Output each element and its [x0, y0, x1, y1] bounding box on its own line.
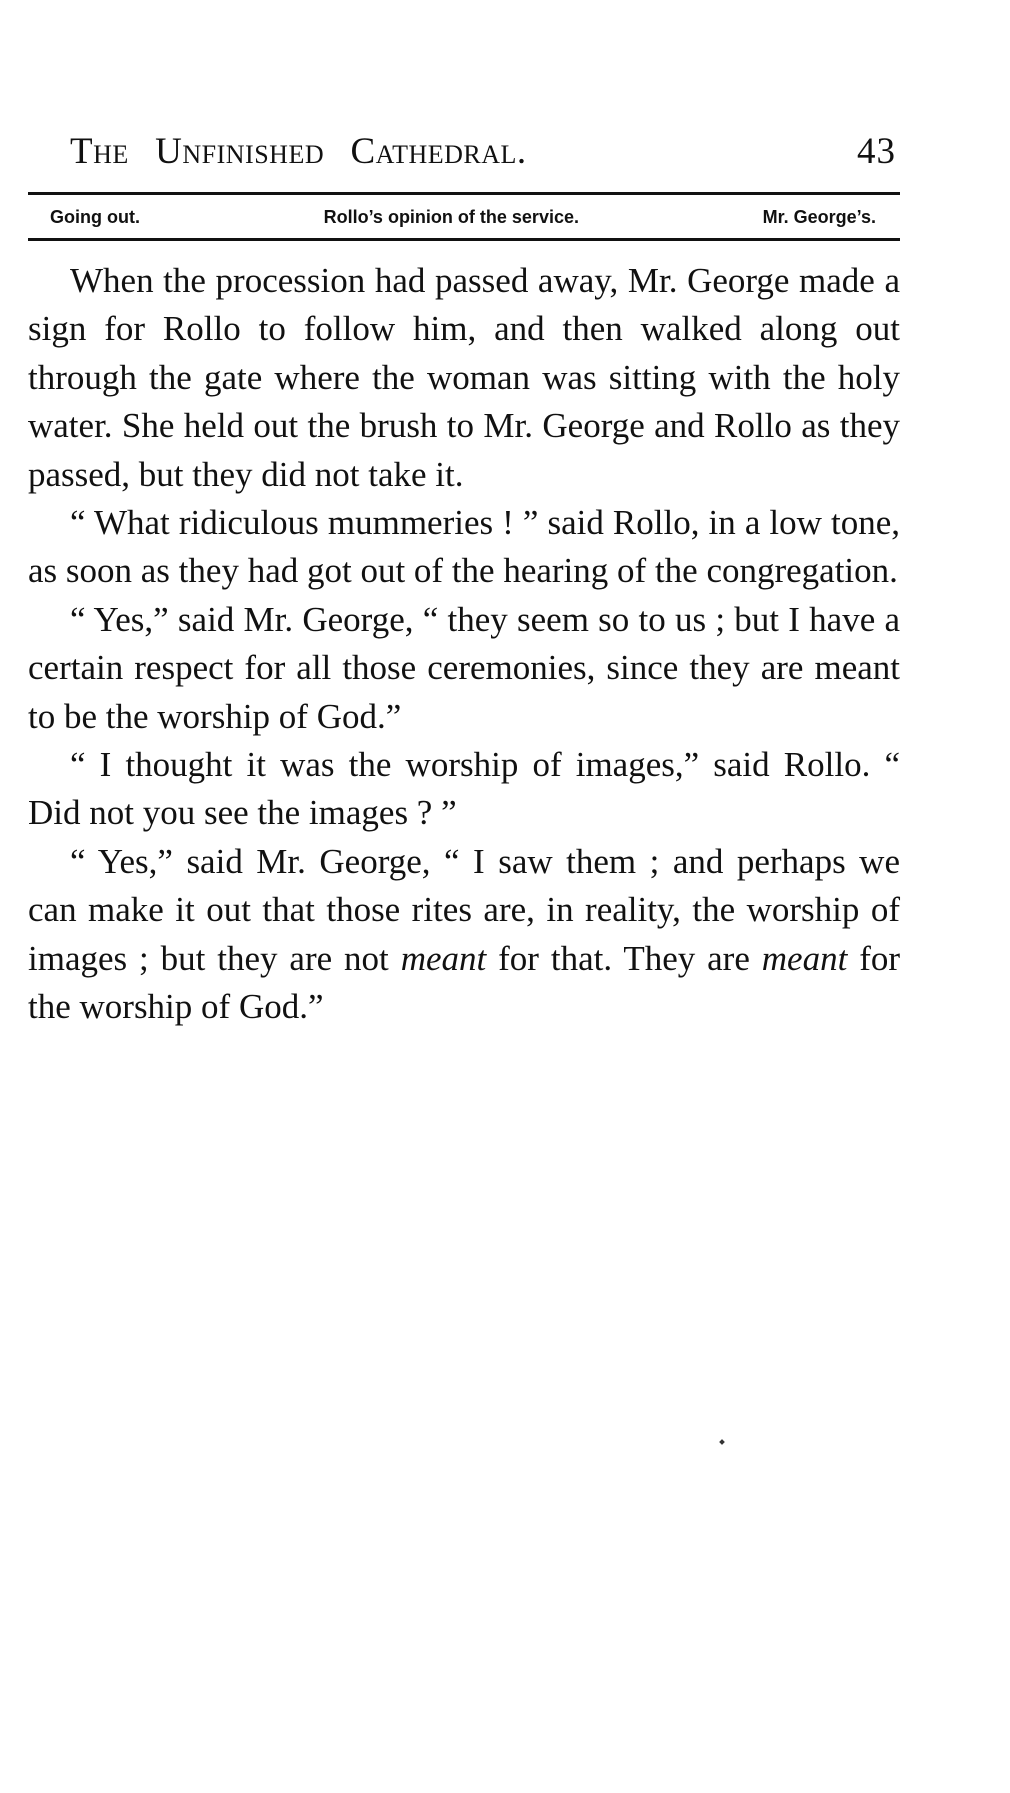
paragraph-3: “ Yes,” said Mr. George, “ they seem so to us ; but I have a certain respect for all those ceremonies, since they are meant to be the worship of God.” — [28, 599, 900, 736]
page-number: 43 — [857, 131, 896, 172]
body-text — [28, 257, 900, 1032]
headnotes-rule — [28, 238, 900, 241]
paragraph-5-part-1: “ Yes,” said Mr. George, “ I saw them ; and perhaps we can make it out that those rites are, in reality, the worship of images ; but they are not — [28, 841, 900, 978]
book-page — [28, 130, 900, 1032]
paragraph-4: “ I thought it was the worship of images,” said Rollo. “ Did not you see the images ? ” — [28, 745, 900, 833]
headnote-right: Mr. George’s. — [762, 207, 876, 227]
paragraph-5 — [28, 838, 900, 1032]
ink-speck — [719, 1439, 725, 1445]
running-title: The Unfinished Cathedral. — [70, 131, 527, 172]
paragraph-1: When the procession had passed away, Mr. George made a sign for Rollo to follow him, and then walked along out through the gate where the woman was sitting with the holy water. She held out the brush to Mr. George and Rollo as they passed, but they did not take it. — [28, 261, 900, 494]
paragraph-5-part-2: for that. They are — [498, 938, 750, 978]
emphasis-meant-2: meant — [761, 938, 848, 978]
emphasis-meant-1: meant — [400, 938, 487, 978]
headnote-left: Going out. — [50, 207, 140, 227]
headnotes — [28, 195, 900, 238]
paragraph-2: “ What ridiculous mummeries ! ” said Rollo, in a low tone, as soon as they had got out of the hearing of the congregation. — [28, 503, 900, 591]
paragraph-5-part-3: for the worship of God.” — [28, 938, 901, 1027]
headnote-center: Rollo’s opinion of the service. — [323, 207, 579, 227]
running-head — [28, 130, 900, 182]
